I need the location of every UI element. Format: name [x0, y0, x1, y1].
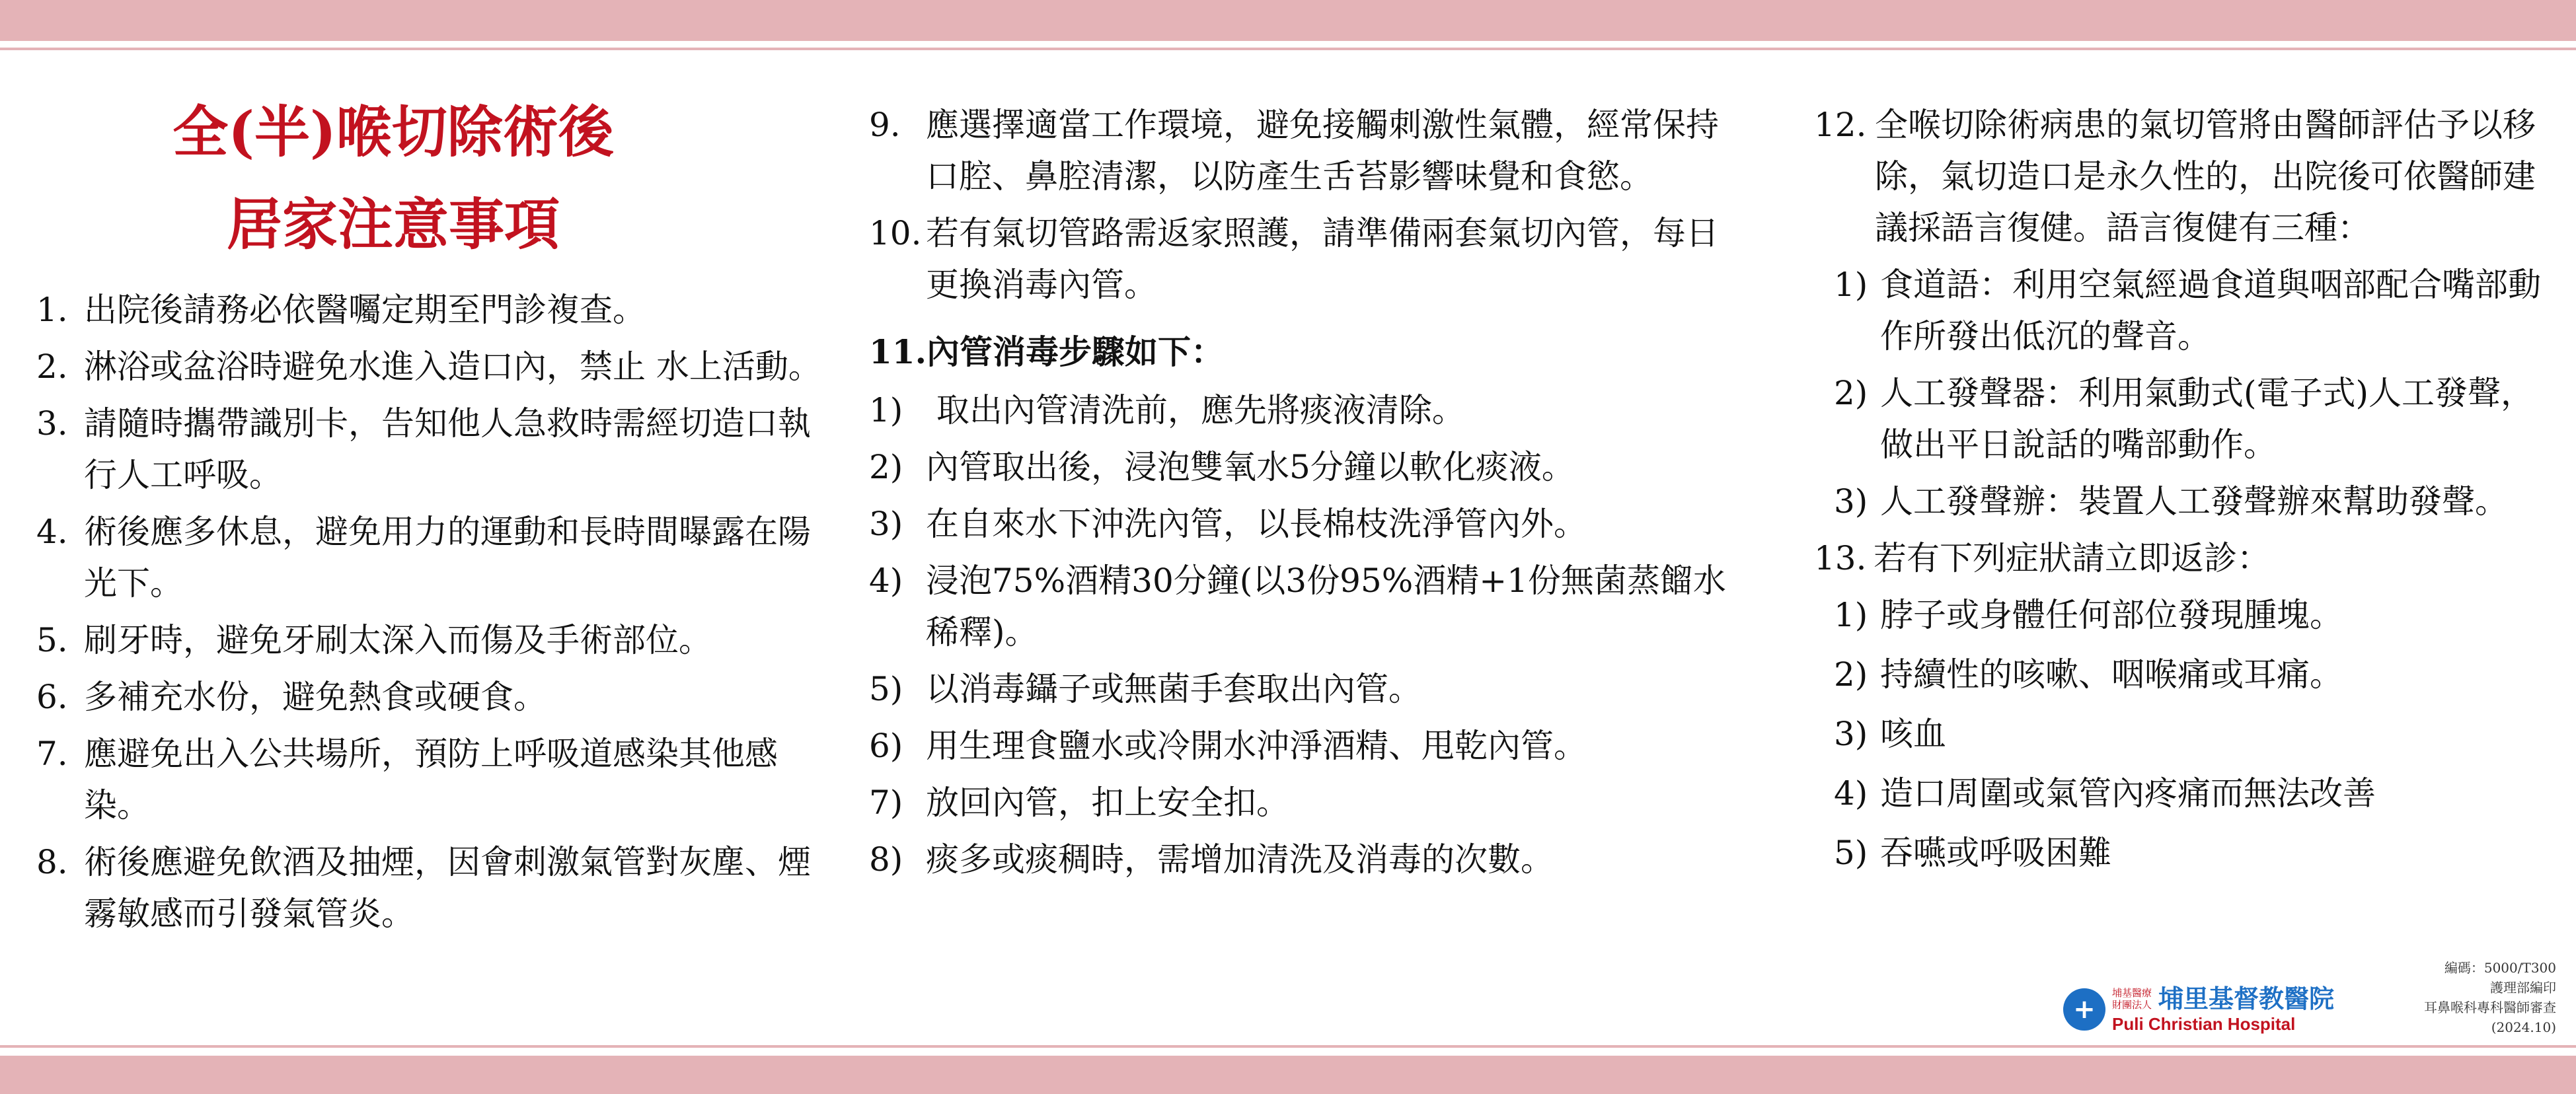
symptom-item	[1814, 589, 2554, 641]
symptom-text: 造口周圍或氣管內疼痛而無法改善	[1880, 774, 2376, 813]
symptom-text: 咳血	[1880, 715, 1946, 753]
document-code-block	[2318, 958, 2556, 1037]
item-number: 6.	[36, 678, 68, 716]
step-text: 放回內管，扣上安全扣。	[926, 784, 1289, 822]
list-item	[36, 728, 829, 831]
option-text: 人工發聲器：利用氣動式(電子式)人工發聲，做出平日說話的嘴部動作。	[1880, 374, 2534, 464]
symptom-number: 1)	[1834, 596, 1868, 634]
speech-option	[1814, 367, 2554, 470]
step-number: 7)	[869, 784, 903, 822]
item-text: 請隨時攜帶識別卡，告知他人急救時需經切造口執行人工呼吸。	[84, 404, 811, 494]
item-number: 2.	[36, 347, 68, 386]
title-line-2: 居家注意事項	[226, 192, 560, 257]
revision-date: (2024.10)	[2491, 1019, 2556, 1035]
step-number: 1)	[869, 391, 903, 429]
step-number: 5)	[869, 670, 903, 708]
symptom-item	[1814, 649, 2554, 700]
item-number: 9.	[869, 106, 901, 144]
option-number: 2)	[1834, 374, 1868, 412]
step-text: 取出內管清洗前，應先將痰液清除。	[926, 391, 1465, 429]
step-item	[869, 555, 1728, 658]
symptom-number: 4)	[1834, 774, 1868, 813]
speech-option	[1814, 476, 2554, 527]
bottom-divider	[0, 1045, 2576, 1048]
step-number: 2)	[869, 448, 903, 486]
symptom-list	[1814, 589, 2554, 879]
item-number: 7.	[36, 735, 68, 773]
step-number: 6)	[869, 727, 903, 765]
logo-chinese-name: 埔里基督教醫院	[2158, 984, 2335, 1013]
step-text: 浸泡75%酒精30分鐘(以3份95%酒精+1份無菌蒸餾水稀釋)。	[926, 562, 1726, 651]
speech-option	[1814, 259, 2554, 362]
step-item	[869, 498, 1728, 550]
disinfection-heading: 11.內管消毒步驟如下：	[869, 332, 1224, 371]
list-item	[36, 284, 829, 336]
publisher-note: 護理部編印	[2490, 980, 2556, 996]
item-number: 4.	[36, 513, 68, 551]
item-text: 刷牙時，避免牙刷太深入而傷及手術部位。	[84, 621, 712, 659]
item-number: 3.	[36, 404, 68, 443]
item-text: 應選擇適當工作環境，避免接觸刺激性氣體，經常保持口腔、鼻腔清潔，以防產生舌苔影響味覺和食慾。	[926, 106, 1719, 196]
item-text: 多補充水份，避免熱食或硬食。	[84, 678, 547, 716]
item-text: 術後應避免飲酒及抽煙，因會刺激氣管對灰塵、煙霧敏感而引發氣管炎。	[84, 843, 811, 933]
symptom-number: 2)	[1834, 655, 1868, 694]
item-number: 10.	[869, 214, 922, 252]
step-text: 用生理食鹽水或冷開水沖淨酒精、甩乾內管。	[926, 727, 1587, 765]
symptom-item	[1814, 768, 2554, 819]
step-text: 在自來水下沖洗內管，以長棉枝洗淨管內外。	[926, 505, 1587, 543]
step-item	[869, 720, 1728, 772]
item-number: 12.	[1814, 106, 1867, 144]
document-code: 編碼：5000/T300	[2444, 960, 2556, 976]
list-item	[1814, 99, 2554, 254]
logo-english-name: Puli Christian Hospital	[2112, 1014, 2296, 1034]
item-number: 8.	[36, 843, 68, 881]
option-number: 3)	[1834, 482, 1868, 521]
item-text: 若有下列症狀請立即返診：	[1874, 539, 2270, 577]
step-item	[869, 441, 1728, 493]
disinfection-steps	[869, 384, 1728, 885]
list-item	[36, 341, 829, 392]
speech-rehab-list	[1814, 259, 2554, 527]
symptom-text: 吞嚥或呼吸困難	[1880, 834, 2111, 872]
item-text: 出院後請務必依醫囑定期至門診複查。	[84, 291, 646, 329]
item-number: 13.	[1814, 539, 1867, 577]
step-item	[869, 663, 1728, 715]
document-title	[36, 86, 750, 271]
step-number: 3)	[869, 505, 903, 543]
list-item	[36, 614, 829, 666]
item-text: 若有氣切管路需返家照護，請準備兩套氣切內管，每日更換消毒內管。	[926, 214, 1719, 304]
hospital-logo	[2063, 984, 2334, 1037]
step-item	[869, 777, 1728, 828]
column-middle	[869, 99, 1728, 891]
logo-foundation-text: 埔基醫療財團法人	[2112, 987, 2152, 1011]
list-item	[36, 836, 829, 939]
option-number: 1)	[1834, 266, 1868, 304]
top-divider	[0, 48, 2576, 50]
instruction-list-1	[36, 284, 829, 939]
step-text: 以消毒鑷子或無菌手套取出內管。	[926, 670, 1421, 708]
item-text: 應避免出入公共場所，預防上呼吸道感染其他感染。	[84, 735, 778, 824]
list-item	[869, 207, 1728, 310]
title-line-1: 全(半)喉切除術後	[172, 99, 614, 164]
step-number: 4)	[869, 562, 903, 600]
item-number: 5.	[36, 621, 68, 659]
symptom-text: 持續性的咳嗽、咽喉痛或耳痛。	[1880, 655, 2343, 694]
item-text: 術後應多休息，避免用力的運動和長時間曝露在陽光下。	[84, 513, 811, 602]
list-item	[36, 398, 829, 501]
symptom-number: 3)	[1834, 715, 1868, 753]
step-text: 痰多或痰稠時，需增加清洗及消毒的次數。	[926, 840, 1554, 879]
bottom-color-band	[0, 1056, 2576, 1094]
top-color-band	[0, 0, 2576, 41]
item-text: 淋浴或盆浴時避免水進入造口內，禁止 水上活動。	[84, 347, 821, 386]
list-item	[869, 99, 1728, 202]
symptom-item	[1814, 708, 2554, 760]
item-text: 全喉切除術病患的氣切管將由醫師評估予以移除，氣切造口是永久性的，出院後可依醫師建議採語言復健。語言復健有三種：	[1875, 106, 2536, 247]
option-text: 食道語：利用空氣經過食道與咽部配合嘴部動作所發出低沉的聲音。	[1880, 266, 2541, 355]
reviewer-note: 耳鼻喉科專科醫師審查	[2424, 1000, 2556, 1015]
option-text: 人工發聲辦：裝置人工發聲辦來幫助發聲。	[1880, 482, 2508, 521]
symptom-text: 脖子或身體任何部位發現腫塊。	[1880, 596, 2343, 634]
list-item	[1814, 532, 2554, 584]
step-item	[869, 384, 1728, 436]
step-text: 內管取出後，浸泡雙氧水5分鐘以軟化痰液。	[926, 448, 1575, 486]
column-left	[36, 86, 829, 945]
symptom-number: 5)	[1834, 834, 1868, 872]
list-item	[36, 506, 829, 609]
column-right	[1814, 99, 2554, 887]
step-number: 8)	[869, 840, 903, 879]
symptom-item	[1814, 827, 2554, 879]
list-item	[36, 671, 829, 723]
hospital-cross-icon: +	[2063, 988, 2105, 1031]
step-item	[869, 834, 1728, 885]
item-number: 1.	[36, 291, 68, 329]
